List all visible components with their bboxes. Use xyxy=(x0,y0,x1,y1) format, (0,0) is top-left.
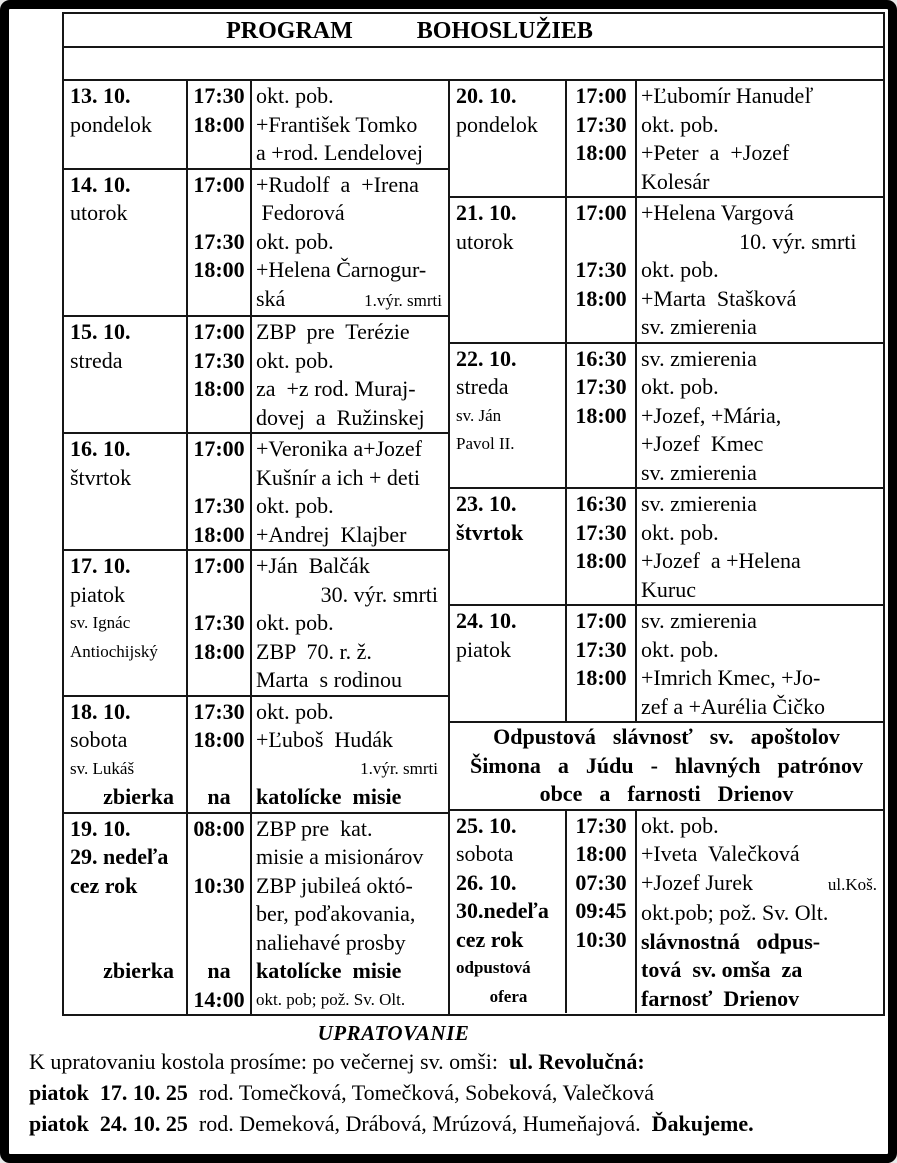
time-value: 18:00 xyxy=(575,665,627,690)
intention-text: okt. pob. xyxy=(641,519,719,545)
cleaning-row-1 xyxy=(29,1077,878,1108)
intention-text: okt. pob. xyxy=(641,257,719,282)
time-cell xyxy=(567,81,637,196)
date-line: piatok xyxy=(456,636,511,662)
intention-text: +Jozef a +Helena xyxy=(641,548,801,573)
time-value xyxy=(188,404,250,433)
intention-text: ZBP jubileá októ- xyxy=(256,872,413,898)
time-value: 18:00 xyxy=(575,140,627,165)
date-cell xyxy=(64,170,188,316)
time-value xyxy=(188,843,250,872)
date-line: utorok xyxy=(70,200,128,225)
date-line: streda xyxy=(70,347,123,373)
time-value xyxy=(567,576,635,605)
date-cell xyxy=(64,81,188,168)
date-line: cez rok xyxy=(456,926,524,952)
time-value: 17:30 xyxy=(575,812,627,838)
schedule-row xyxy=(64,434,448,551)
cleaning-families-1: rod. Tomečková, Tomečková, Sobeková, Valečková xyxy=(187,1080,655,1105)
intention-text: +Ján Balčák xyxy=(256,553,370,578)
date-line: pondelok xyxy=(70,111,152,137)
intention-text: +Marta Stašková xyxy=(641,285,797,311)
date-line: Antiochijský xyxy=(70,641,158,661)
date-line: sobota xyxy=(70,727,128,752)
schedule-row xyxy=(450,344,883,490)
time-cell xyxy=(188,434,252,549)
intention-text: sv. zmierenia xyxy=(641,345,757,371)
time-value: na xyxy=(207,784,231,809)
schedule-row xyxy=(64,551,448,697)
intention-text: +Veronika a+Jozef xyxy=(256,436,422,461)
intention-text: okt. pob. xyxy=(641,812,719,838)
date-line: sv. Lukáš xyxy=(70,758,135,778)
time-value: 17:30 xyxy=(193,698,245,724)
date-cell xyxy=(450,811,567,1014)
schedule-row xyxy=(64,814,448,1015)
schedule-row xyxy=(450,811,883,1014)
date-line: ofera xyxy=(489,986,528,1006)
description-cell xyxy=(252,81,448,168)
date-line: 22. 10. xyxy=(456,345,517,371)
intention-text: okt. pob. xyxy=(256,610,334,635)
time-value: 18:00 xyxy=(193,727,245,752)
schedule-row xyxy=(64,170,448,318)
time-value: 09:45 xyxy=(575,898,627,923)
intention-text: slávnostná odpus- xyxy=(641,928,821,954)
date-cell xyxy=(64,697,188,812)
date-line xyxy=(70,986,182,1015)
description-cell xyxy=(252,170,448,316)
date-line: 25. 10. xyxy=(456,812,517,838)
time-cell xyxy=(567,606,637,721)
cleaning-intro-text: K upratovaniu kostola prosíme: po večernej sv. omši: xyxy=(29,1049,499,1074)
time-value: na xyxy=(207,958,231,983)
time-value: 18:00 xyxy=(193,111,245,137)
time-value xyxy=(567,459,635,488)
date-cell xyxy=(64,317,188,432)
time-value: 10:30 xyxy=(575,926,627,952)
intention-text: a +rod. Lendelovej xyxy=(256,140,423,165)
intention-text: +Jozef, +Mária, xyxy=(641,402,782,428)
schedule-row xyxy=(64,697,448,814)
intention-main: ská xyxy=(256,285,286,311)
schedule-row xyxy=(450,198,883,344)
intention-text: zef a +Aurélia Čičko xyxy=(641,693,826,719)
cleaning-thanks: Ďakujeme. xyxy=(651,1111,754,1136)
announcement-line: Šimona a Júdu - hlavných patrónov xyxy=(469,752,864,778)
time-cell xyxy=(188,551,252,695)
date-cell xyxy=(450,606,567,721)
time-cell xyxy=(188,697,252,812)
schedule-row xyxy=(450,489,883,606)
description-cell xyxy=(637,811,883,1014)
intention-text: sv. zmierenia xyxy=(641,608,757,633)
schedule-right-week xyxy=(450,81,883,1014)
date-line: sobota xyxy=(456,841,514,866)
description-cell xyxy=(637,489,883,604)
description-cell xyxy=(252,317,448,432)
intention-text: +Ľubomír Hanudeľ xyxy=(641,83,814,108)
mass-schedule-table xyxy=(62,12,885,1016)
intention-text: Kolesár xyxy=(641,168,710,194)
intention-text: tová sv. omša za xyxy=(641,957,803,982)
intention-note: ul.Koš. xyxy=(827,874,877,894)
intention-text: sv. zmierenia xyxy=(641,491,757,516)
date-line: 21. 10. xyxy=(456,200,517,225)
date-line: 23. 10. xyxy=(456,491,517,516)
time-value: 17:30 xyxy=(193,83,245,108)
intention-main: +Jozef Jurek xyxy=(641,869,753,895)
date-cell xyxy=(64,814,188,1015)
date-line: 30.nedeľa xyxy=(456,898,549,923)
date-line: zbierka xyxy=(103,958,174,983)
intention-text xyxy=(256,285,446,316)
date-line: piatok xyxy=(70,581,125,607)
time-cell xyxy=(188,814,252,1015)
date-line: streda xyxy=(456,374,509,399)
intention-text: dovej a Ružinskej xyxy=(256,404,425,430)
date-line: pondelok xyxy=(456,111,538,137)
schedule-row xyxy=(450,606,883,723)
date-line: 19. 10. xyxy=(70,815,131,841)
intention-text xyxy=(641,869,881,900)
announcement-row xyxy=(450,723,883,811)
time-value: 18:00 xyxy=(193,257,245,282)
time-value: 17:00 xyxy=(193,436,245,461)
time-value xyxy=(567,954,635,983)
time-value xyxy=(567,168,635,197)
time-value: 18:00 xyxy=(575,285,627,311)
time-value: 17:30 xyxy=(575,374,627,399)
time-cell xyxy=(188,317,252,432)
time-value xyxy=(188,666,250,695)
time-value: 17:30 xyxy=(193,228,245,254)
time-value: 17:30 xyxy=(193,347,245,373)
cleaning-date-2: piatok 24. 10. 25 xyxy=(29,1111,188,1136)
time-value: 17:00 xyxy=(575,83,627,108)
description-cell xyxy=(637,81,883,196)
intention-text: katolícke misie xyxy=(256,958,402,983)
intention-text: 30. výr. smrti xyxy=(320,581,438,607)
intention-text: +Iveta Valečková xyxy=(641,841,800,866)
intention-text: +Helena Vargová xyxy=(641,200,794,225)
time-value xyxy=(188,755,250,784)
schedule-columns xyxy=(64,81,883,1014)
intention-text: +Imrich Kmec, +Jo- xyxy=(641,665,821,690)
time-value xyxy=(188,464,250,493)
time-cell xyxy=(567,344,637,488)
intention-text: +Ľuboš Hudák xyxy=(256,727,394,752)
time-value xyxy=(567,983,635,1012)
cleaning-street: ul. Revolučná: xyxy=(498,1049,645,1074)
intention-text: Kuruc xyxy=(641,576,696,602)
time-value: 17:30 xyxy=(193,610,245,635)
intention-text: ZBP 70. r. ž. xyxy=(256,638,372,664)
date-line xyxy=(70,929,182,958)
date-line: 14. 10. xyxy=(70,171,131,197)
schedule-row xyxy=(64,317,448,434)
announcement-line: Odpustová slávnosť sv. apoštolov xyxy=(493,724,840,749)
intention-text: +Andrej Klajber xyxy=(256,521,407,547)
intention-text: sv. zmierenia xyxy=(641,459,757,485)
time-value xyxy=(567,693,635,722)
time-value xyxy=(188,199,250,228)
intention-text: okt. pob. xyxy=(256,83,334,108)
intention-text: okt. pob. xyxy=(641,636,719,662)
intention-text: okt. pob. xyxy=(256,228,334,254)
intention-text: sv. zmierenia xyxy=(641,314,757,339)
intention-text: +Jozef Kmec xyxy=(641,431,764,456)
time-value: 17:30 xyxy=(575,111,627,137)
page-title: PROGRAM BOHOSLUŽIEB xyxy=(64,14,883,48)
intention-text: Kušnír a ich + deti xyxy=(256,464,420,490)
date-cell xyxy=(450,198,567,342)
date-line: 13. 10. xyxy=(70,83,131,108)
time-value: 17:30 xyxy=(575,636,627,662)
date-line: sv. Ignác xyxy=(70,613,131,632)
schedule-left-week xyxy=(64,81,450,1014)
intention-text: okt. pob; pož. Sv. Olt. xyxy=(256,989,406,1009)
time-value: 08:00 xyxy=(193,815,245,841)
date-line: štvrtok xyxy=(456,519,524,545)
time-value xyxy=(188,929,250,958)
time-value: 14:00 xyxy=(193,986,245,1012)
date-cell xyxy=(64,551,188,695)
date-line: 20. 10. xyxy=(456,83,517,108)
date-line: 24. 10. xyxy=(456,608,517,633)
time-value: 17:30 xyxy=(193,493,245,518)
date-cell xyxy=(450,81,567,196)
intention-text: okt. pob. xyxy=(256,347,334,373)
description-cell xyxy=(637,198,883,342)
intention-text: ZBP pre kat. xyxy=(256,815,373,841)
time-value: 17:00 xyxy=(575,200,627,225)
intention-text: farnosť Drienov xyxy=(641,985,800,1011)
date-line: 29. nedeľa xyxy=(70,844,169,869)
intention-text: za +z rod. Muraj- xyxy=(256,376,416,401)
date-line: odpustová xyxy=(456,958,531,977)
time-value xyxy=(567,430,635,459)
intention-text: Fedorová xyxy=(256,200,345,225)
cleaning-row-2 xyxy=(29,1108,878,1139)
intention-text: naliehavé prosby xyxy=(256,929,406,955)
date-line: cez rok xyxy=(70,872,138,898)
intention-text: Marta s rodinou xyxy=(256,667,403,692)
schedule-row xyxy=(64,81,448,170)
time-value: 18:00 xyxy=(193,638,245,664)
description-cell xyxy=(252,697,448,812)
intention-text: 10. výr. smrti xyxy=(739,228,873,254)
time-value: 18:00 xyxy=(575,841,627,866)
time-cell xyxy=(567,198,637,342)
description-cell xyxy=(252,814,448,1015)
time-cell xyxy=(188,170,252,316)
date-cell xyxy=(450,344,567,488)
date-line: sv. Ján xyxy=(456,405,502,425)
intention-text: ber, poďakovania, xyxy=(256,901,416,926)
description-cell xyxy=(252,551,448,695)
intention-text: okt. pob. xyxy=(256,698,334,724)
date-line: 17. 10. xyxy=(70,553,131,578)
time-value xyxy=(188,900,250,929)
intention-text: katolícke misie xyxy=(256,784,402,809)
date-line: 18. 10. xyxy=(70,698,131,724)
time-value: 17:00 xyxy=(193,553,245,578)
intention-text: +Rudolf a +Irena xyxy=(256,171,419,197)
time-value xyxy=(188,139,250,168)
time-value: 10:30 xyxy=(193,872,245,898)
intention-text: +Helena Čarnogur- xyxy=(256,257,427,282)
intention-text: okt. pob. xyxy=(641,374,719,399)
time-value xyxy=(567,228,635,257)
intention-text: +Peter a +Jozef xyxy=(641,140,790,165)
intention-text: 1.výr. smrti xyxy=(360,758,438,778)
intention-note: 1.výr. smrti xyxy=(364,290,442,310)
date-cell xyxy=(64,434,188,549)
time-value: 18:00 xyxy=(193,376,245,401)
time-value: 16:30 xyxy=(575,345,627,371)
time-cell xyxy=(567,811,637,1014)
cleaning-section xyxy=(29,1020,878,1139)
time-value xyxy=(188,285,250,314)
date-line xyxy=(70,900,182,929)
time-value: 16:30 xyxy=(575,491,627,516)
time-cell xyxy=(188,81,252,168)
intention-text: okt. pob. xyxy=(641,111,719,137)
date-line: utorok xyxy=(456,228,514,254)
time-value: 17:00 xyxy=(193,171,245,197)
schedule-row xyxy=(450,81,883,198)
time-value: 07:30 xyxy=(575,869,627,895)
description-cell xyxy=(637,606,883,721)
announcement-line: obce a farnosti Drienov xyxy=(539,781,794,806)
time-value: 17:00 xyxy=(575,608,627,633)
time-value: 17:00 xyxy=(193,319,245,344)
intention-text: misie a misionárov xyxy=(256,844,424,869)
time-value: 17:30 xyxy=(575,519,627,545)
time-value xyxy=(188,581,250,610)
time-value: 18:00 xyxy=(193,521,245,547)
date-line: Pavol II. xyxy=(456,434,515,453)
intention-text: okt. pob. xyxy=(256,493,334,518)
cleaning-families-2: rod. Demeková, Drábová, Mrúzová, Humeňajová. xyxy=(187,1111,652,1136)
description-cell xyxy=(252,434,448,549)
time-value: 17:30 xyxy=(575,257,627,282)
cleaning-date-1: piatok 17. 10. 25 xyxy=(29,1080,188,1105)
cleaning-heading: UPRATOVANIE xyxy=(317,1021,470,1045)
time-value: 18:00 xyxy=(575,402,627,428)
date-line: 16. 10. xyxy=(70,436,131,461)
time-value xyxy=(567,313,635,342)
description-cell xyxy=(637,344,883,488)
date-line: 26. 10. xyxy=(456,869,517,895)
time-value: 18:00 xyxy=(575,548,627,573)
intention-text: okt.pob; pož. Sv. Olt. xyxy=(641,900,829,925)
date-cell xyxy=(450,489,567,604)
time-cell xyxy=(567,489,637,604)
date-line: 15. 10. xyxy=(70,319,131,344)
date-line: zbierka xyxy=(103,784,174,809)
spacer-row xyxy=(64,48,883,81)
intention-text: ZBP pre Terézie xyxy=(256,319,410,344)
intention-text: +František Tomko xyxy=(256,111,418,137)
date-line: štvrtok xyxy=(70,464,132,490)
cleaning-intro xyxy=(29,1046,878,1077)
